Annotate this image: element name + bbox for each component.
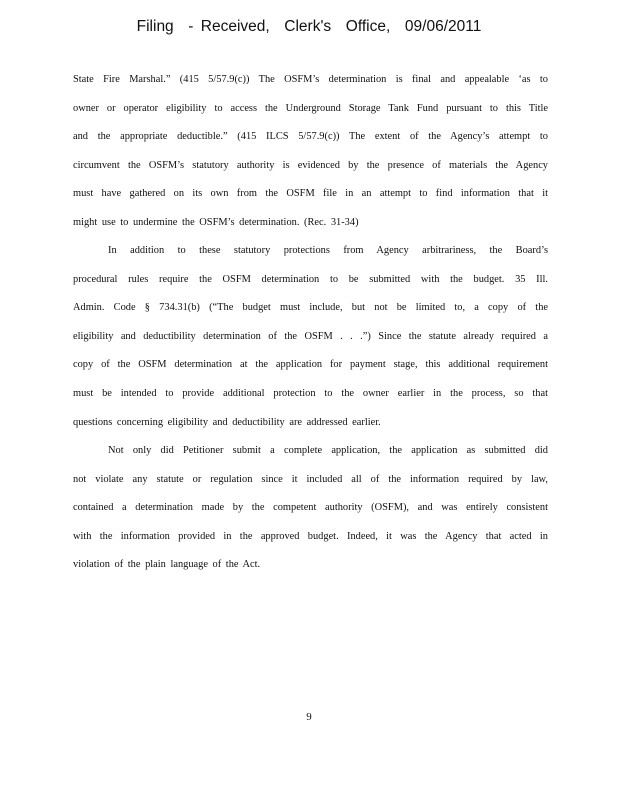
filing-received-stamp: Filing - Received, Clerk's Office, 09/06/2011 (136, 18, 482, 35)
text-line: State Fire Marshal.” (415 5/57.9(c)) The OSFM’s determination is final and appealable ‘as to (73, 74, 548, 85)
text-line: violation of the plain language of the Act. (73, 559, 261, 571)
paragraph-first-line: In addition to these statutory protections from Agency arbitrariness, the Board’s (108, 245, 548, 257)
text-line: procedural rules require the OSFM determination to be submitted with the budget. 35 Ill. (73, 273, 548, 285)
paragraph-first-line: Not only did Petitioner submit a complete application, the application as submitted did (108, 445, 548, 457)
text-line: circumvent the OSFM’s statutory authority is evidenced by the presence of materials the Agency (73, 159, 548, 171)
text-line: owner or operator eligibility to access the Underground Storage Tank Fund pursuant to this Title (73, 102, 548, 114)
text-line: questions concerning eligibility and deductibility are addressed earlier. (73, 416, 381, 428)
text-line: might use to undermine the OSFM’s determination. (Rec. 31-34) (73, 216, 359, 228)
text-line: must be intended to provide additional protection to the owner earlier in the process, so that (73, 388, 548, 400)
body-text (73, 69, 548, 583)
text-line: not violate any statute or regulation since it included all of the information required by law, (73, 473, 548, 485)
text-line: eligibility and deductibility determination of the OSFM . . .”) Since the statute already required a (73, 330, 548, 342)
text-line: contained a determination made by the competent authority (OSFM), and was entirely consistent (73, 502, 548, 514)
text-line: with the information provided in the approved budget. Indeed, it was the Agency that acted in (73, 530, 548, 542)
text-line: and the appropriate deductible.” (415 ILCS 5/57.9(c)) The extent of the Agency’s attempt to (73, 131, 548, 143)
page-number: 9 (306, 711, 312, 723)
text-line: copy of the OSFM determination at the application for payment stage, this additional requirement (73, 359, 548, 371)
text-line: Admin. Code § 734.31(b) (“The budget must include, but not be limited to, a copy of the (73, 302, 548, 314)
text-line: must have gathered on its own from the OSFM file in an attempt to find information that it (73, 188, 548, 200)
